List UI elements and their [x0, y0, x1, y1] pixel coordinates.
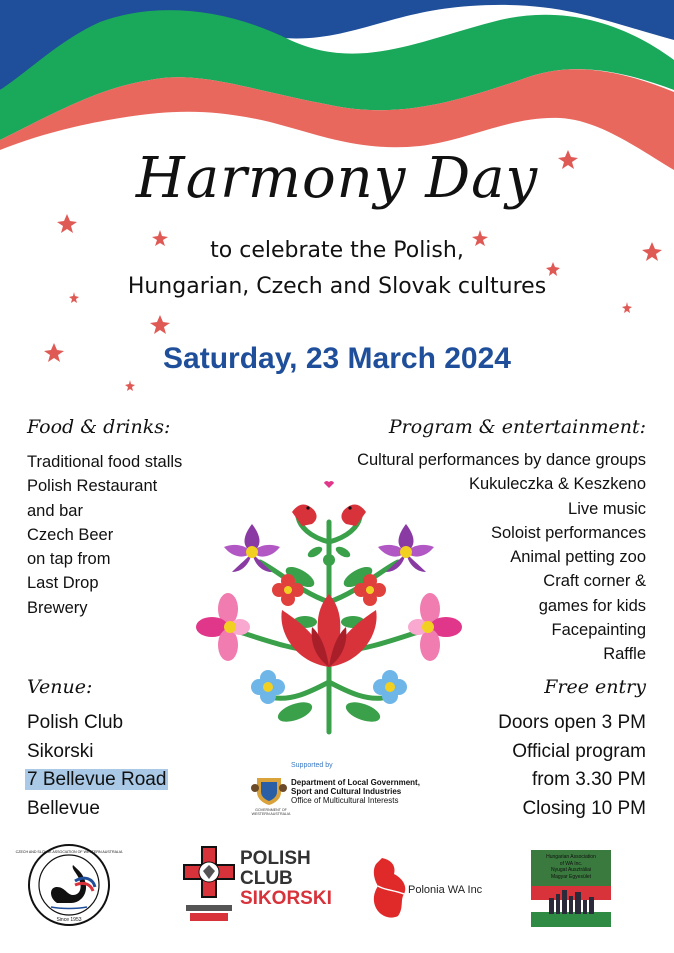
venue-line: Bellevue	[27, 797, 100, 819]
entry-heading: Free entry	[544, 676, 646, 698]
program-heading: Program & entertainment:	[388, 416, 646, 438]
hungarian-line3: Nyugat Ausztráliai	[550, 867, 592, 873]
event-subtitle-line2: Hungarian, Czech and Slovak cultures	[127, 274, 547, 299]
czech-slovak-association-logo	[15, 843, 123, 927]
program-item: Soloist performances	[491, 523, 646, 542]
sponsor-line3: Office of Multicultural Interests	[291, 796, 399, 805]
sponsor-block	[247, 762, 447, 822]
czech-slovak-since: Since 1953	[56, 917, 82, 923]
program-item: Raffle	[603, 645, 646, 664]
supported-by-label: Supported by	[291, 762, 333, 769]
venue-address-highlight: 7 Bellevue Road	[27, 769, 167, 790]
hungarian-line4: Magyar Egyesület	[550, 873, 592, 880]
entry-line: from 3.30 PM	[531, 769, 646, 790]
venue-line: Sikorski	[27, 740, 94, 762]
program-item: games for kids	[538, 596, 646, 615]
food-list	[27, 450, 182, 620]
sponsor-line1: Department of Local Government,	[291, 778, 420, 787]
event-title: Harmony Day	[135, 146, 539, 211]
food-item: and bar	[27, 501, 83, 520]
food-item: Last Drop	[27, 574, 99, 593]
city-skyline-icon	[531, 886, 611, 927]
food-item: Brewery	[27, 598, 88, 617]
venue-heading: Venue:	[27, 676, 93, 698]
sponsor-line2: Sport and Cultural Industries	[291, 787, 402, 796]
czech-slovak-name: CZECH AND SLOVAK ASSOCIATION OF WESTERN AUSTRALIA	[15, 850, 123, 854]
program-item: Live music	[568, 499, 646, 518]
venue-block	[27, 709, 168, 823]
program-item: Kukuleczka & Keszkeno	[468, 475, 646, 494]
entry-block	[498, 709, 646, 823]
government-caption: GOVERNMENT OF WESTERN AUSTRALIA	[251, 808, 291, 816]
venue-line: Polish Club	[27, 712, 124, 733]
entry-line: Official program	[512, 740, 646, 762]
program-item: Facepainting	[551, 621, 646, 640]
polish-club-sikorski-logo	[180, 845, 340, 925]
polish-club-line3: SIKORSKI	[240, 888, 332, 909]
food-item: Polish Restaurant	[27, 477, 158, 496]
hungarian-line1: Hungarian Association	[546, 854, 596, 860]
program-item: Animal petting zoo	[510, 548, 646, 567]
polonia-name: Polonia WA Inc	[408, 884, 483, 896]
program-item: Craft corner &	[543, 572, 646, 591]
folk-flower-illustration	[200, 482, 458, 738]
government-crest-icon	[251, 772, 287, 806]
entry-line: Closing 10 PM	[522, 797, 646, 819]
hungarian-line2: of WA Inc.	[559, 860, 583, 867]
program-item: Cultural performances by dance groups	[357, 451, 646, 469]
polish-cross-emblem-icon	[180, 845, 238, 925]
entry-line: Doors open 3 PM	[498, 712, 646, 733]
polish-club-line1: POLISH	[240, 848, 311, 869]
event-subtitle-line1: to celebrate the Polish,	[210, 238, 464, 263]
event-date: Saturday, 23 March 2024	[163, 342, 511, 375]
polonia-wa-logo	[370, 856, 485, 920]
hungarian-association-logo	[531, 850, 611, 927]
polish-club-line2: CLUB	[240, 868, 293, 889]
food-item: Czech Beer	[27, 525, 114, 544]
food-heading: Food & drinks:	[27, 416, 171, 438]
food-item: on tap from	[27, 550, 111, 569]
australia-map-icon	[370, 856, 412, 920]
food-item: Traditional food stalls	[27, 453, 183, 471]
